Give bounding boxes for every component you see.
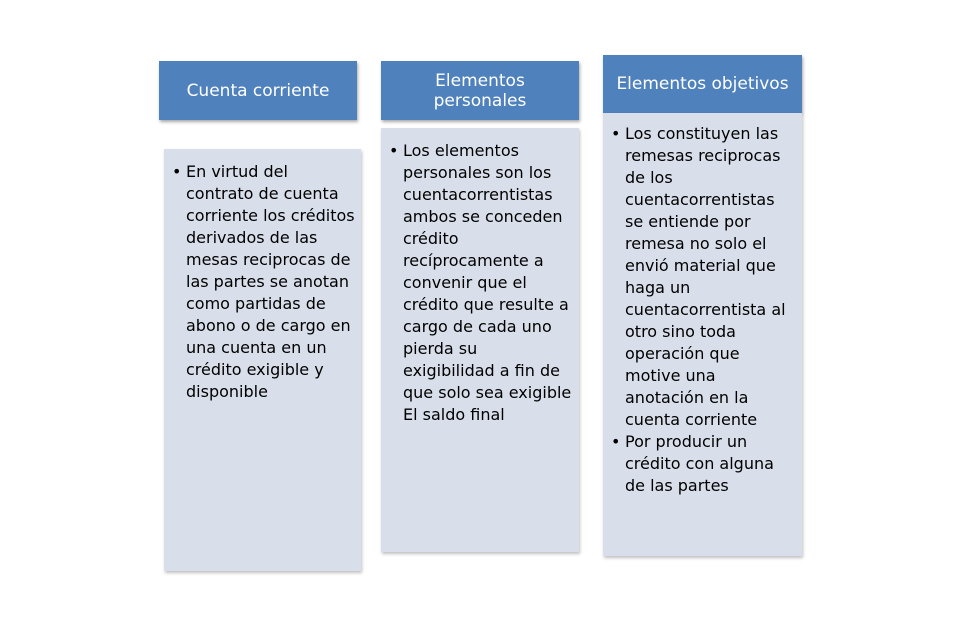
column-2-header [381, 61, 579, 120]
column-2-bullet-1: • Los elementos personales son los cuentacorrentistas ambos se conceden crédito recíprocamente a convenir que el crédito que resulte a cargo de cada uno pierda su exigibilidad a fin de que solo sea exigible El saldo final [389, 140, 573, 426]
column-3-bullet-2: • Por producir un crédito con alguna de las partes [611, 431, 796, 497]
column-1-header [159, 61, 357, 120]
column-3-bullets [611, 123, 796, 497]
column-3-bullet-1: • Los constituyen las remesas reciprocas de los cuentacorrentistas se entiende por remesa no solo el envió material que haga un cuentacorrentista al otro sino toda operación que motive una anotación en la cuenta corriente [611, 123, 796, 431]
column-1-bullet-1: • En virtud del contrato de cuenta corriente los créditos derivados de las mesas reciprocas de las partes se anotan como partidas de abono o de cargo en una cuenta en un crédito exigible y disponible [172, 161, 355, 403]
column-2-box [381, 128, 579, 552]
column-1-bullets [172, 161, 355, 403]
column-3-header [603, 55, 802, 113]
column-1-title: Cuenta corriente [186, 80, 330, 101]
column-3-title: Elementos objetivos [616, 74, 789, 94]
column-1-box [164, 149, 361, 571]
column-2-title: Elementos personales [433, 70, 527, 111]
column-3-box [603, 113, 802, 556]
column-2-bullets [389, 140, 573, 426]
